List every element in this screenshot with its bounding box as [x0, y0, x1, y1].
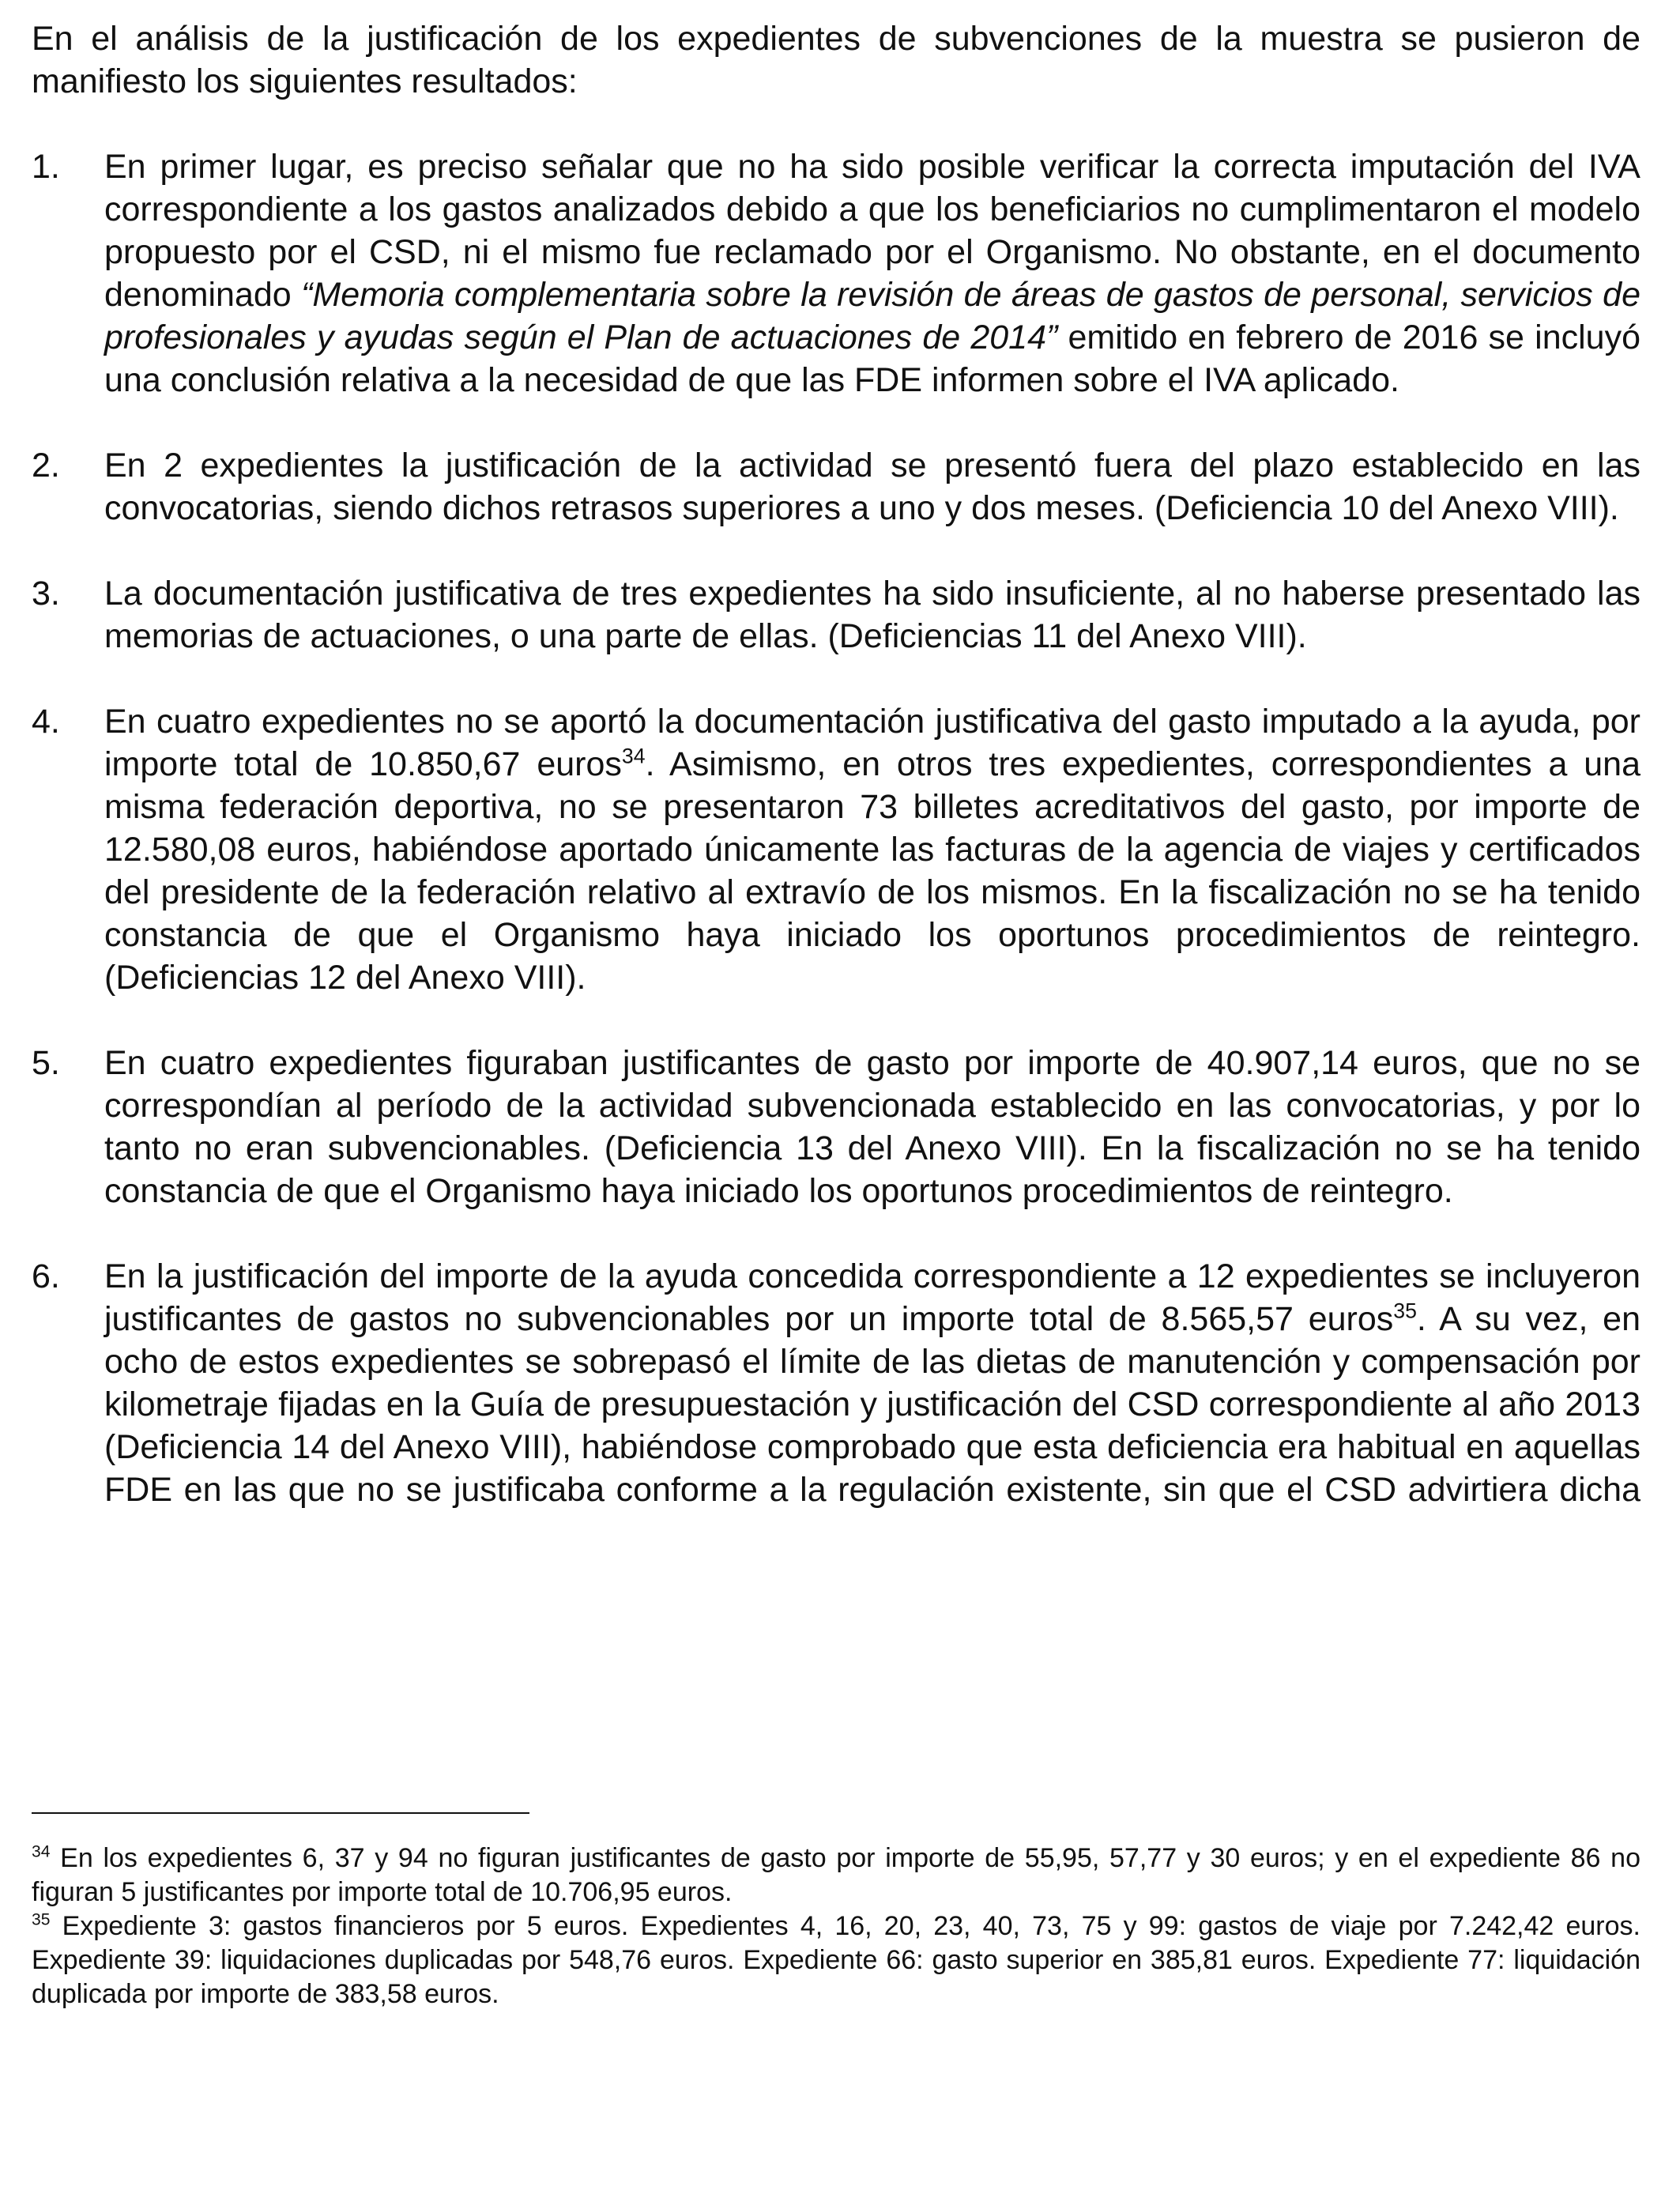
- footnote-35: [32, 1909, 1640, 2011]
- list-item-text: La documentación justificativa de tres expedientes ha sido insuficiente, al no haberse presentado las memorias de actuaciones, o una parte de ellas. (Deficiencias 11 del Anexo VIII).: [104, 575, 1640, 655]
- footnote-34: [32, 1842, 1640, 1909]
- footnote-text: En los expedientes 6, 37 y 94 no figuran justificantes de gasto por importe de 55,95, 57,77 y 30 euros; y en el expediente 86 no figuran 5 justificantes por importe total de 10.706,95 euros.: [32, 1843, 1640, 1907]
- list-item-text-part: . Asimismo, en otros tres expedientes, correspondientes a una misma federación deportiva, no se presentaron 73 billetes acreditativos del gasto, por importe de 12.580,08 euros, habiéndose aportado únicamente las facturas de la agencia de viajes y certificados del presidente de la federación relativo al extravío de los mismos. En la fiscalización no se ha tenido constancia de que el Organismo haya iniciado los oportunos procedimientos de reintegro. (Deficiencias 12 del Anexo VIII).: [104, 745, 1641, 997]
- document-page: [32, 17, 1640, 1554]
- list-item-3: [32, 572, 1640, 658]
- list-item-number: 1.: [32, 148, 60, 186]
- footnote-reference-34[interactable]: 34: [621, 744, 646, 768]
- list-item-number: 6.: [32, 1257, 60, 1295]
- list-item-text-part: En primer lugar, es preciso señalar que no ha sido posible verificar la correcta imputación del IVA correspondiente a los gastos analizados debido a que los beneficiarios no cumplimentaron el modelo propuesto por el CSD, ni el mismo fue reclamado por el Organismo. No obstante, en el documento denominado: [104, 148, 1640, 314]
- list-item-5: [32, 1042, 1640, 1212]
- list-item-number: 4.: [32, 703, 60, 741]
- list-item-text-part: En cuatro expedientes no se aportó la documentación justificativa del gasto imputado a la ayuda, por importe total de 10.850,67 euros: [104, 703, 1640, 783]
- list-item-number: 3.: [32, 575, 60, 613]
- footnotes: [32, 1842, 1640, 2011]
- list-item-text: [104, 700, 1640, 999]
- list-item-text: En 2 expedientes la justificación de la actividad se presentó fuera del plazo establecido en las convocatorias, siendo dichos retrasos superiores a uno y dos meses. (Deficiencia 10 del Anexo VIII).: [104, 447, 1640, 527]
- footnote-number: 35: [32, 1910, 51, 1929]
- list-item-number: 2.: [32, 447, 60, 484]
- document-title-italic: “Memoria complementaria sobre la revisión de áreas de gastos de personal, servicios de profesionales y ayudas según el Plan de actuaciones de 2014”: [104, 276, 1641, 356]
- footnote-reference-35[interactable]: 35: [1393, 1299, 1417, 1323]
- footnote-text: Expediente 3: gastos financieros por 5 euros. Expedientes 4, 16, 20, 23, 40, 73, 75 y 99: gastos de viaje por 7.242,42 euros. Expediente 39: liquidaciones duplicadas por 548,76 euros. Expediente 66: gasto superior en 385,81 euros. Expediente 77: liquidación duplicada por importe de 383,58 euros.: [32, 1911, 1640, 2009]
- list-item-text-part: . A su vez, en ocho de estos expedientes se sobrepasó el límite de las dietas de manutención y compensación por kilometraje fijadas en la Guía de presupuestación y justificación del CSD correspondiente al año 2013 (Deficiencia 14 del Anexo VIII), habiéndose comprobado que esta deficiencia era habitual en aquellas FDE en las que no se justificaba conforme a la regulación existente, sin que el CSD advirtiera dicha: [104, 1300, 1641, 1509]
- footnote-separator: [32, 1812, 529, 1814]
- list-item-text-part: emitido en febrero de 2016 se incluyó una conclusión relativa a la necesidad de que las FDE informen sobre el IVA aplicado.: [104, 319, 1640, 399]
- list-item-1: [32, 145, 1640, 401]
- footnote-number: 34: [32, 1842, 51, 1861]
- list-item-text: [104, 1255, 1640, 1511]
- list-item-text-part: En la justificación del importe de la ayuda concedida correspondiente a 12 expedientes se incluyeron justificantes de gastos no subvencionables por un importe total de 8.565,57 euros: [104, 1257, 1640, 1338]
- list-item-2: [32, 444, 1640, 530]
- list-item-4: [32, 700, 1640, 999]
- list-item-number: 5.: [32, 1044, 60, 1082]
- intro-paragraph: En el análisis de la justificación de los expedientes de subvenciones de la muestra se pusieron de manifiesto los siguientes resultados:: [32, 20, 1640, 100]
- list-item-6: [32, 1255, 1640, 1511]
- list-item-text: En cuatro expedientes figuraban justificantes de gasto por importe de 40.907,14 euros, que no se correspondían al período de la actividad subvencionada establecido en las convocatorias, y por lo tanto no eran subvencionables. (Deficiencia 13 del Anexo VIII). En la fiscalización no se ha tenido constancia de que el Organismo haya iniciado los oportunos procedimientos de reintegro.: [104, 1044, 1640, 1210]
- list-item-text: [104, 145, 1640, 401]
